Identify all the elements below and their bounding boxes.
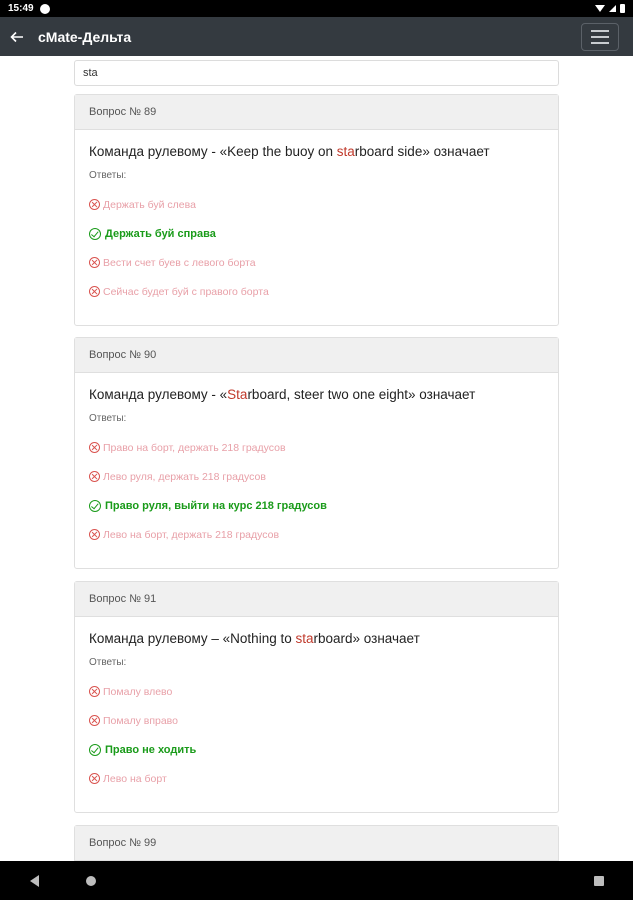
system-nav-bar <box>0 861 633 900</box>
answer-correct: Право руля, выйти на курс 218 градусов <box>89 491 544 520</box>
answer-wrong: Помалу вправо <box>89 706 544 735</box>
x-circle-icon <box>89 686 100 697</box>
answer-wrong: Лево на борт, держать 218 градусов <box>89 520 544 549</box>
answers-label: Ответы: <box>89 657 127 668</box>
status-icons <box>595 4 625 13</box>
wifi-icon <box>595 5 605 12</box>
status-time: 15:49 <box>8 3 34 14</box>
app-bar <box>0 17 633 56</box>
answer-correct: Держать буй справа <box>89 219 544 248</box>
hamburger-icon <box>591 30 609 32</box>
question-number: Вопрос № 91 <box>75 582 558 617</box>
answer-wrong: Помалу влево <box>89 677 544 706</box>
back-button[interactable] <box>0 17 34 56</box>
answers-label: Ответы: <box>89 170 127 181</box>
menu-button[interactable] <box>581 23 619 51</box>
answer-wrong: Держать буй слева <box>89 190 544 219</box>
nav-home-icon[interactable] <box>86 876 96 886</box>
x-circle-icon <box>89 199 100 210</box>
content <box>0 56 633 861</box>
answer-wrong: Лево на борт <box>89 764 544 793</box>
x-circle-icon <box>89 442 100 453</box>
check-circle-icon <box>89 228 101 240</box>
x-circle-icon <box>89 773 100 784</box>
x-circle-icon <box>89 257 100 268</box>
question-card <box>74 581 559 813</box>
arrow-left-icon <box>10 30 24 44</box>
search-highlight: sta <box>336 144 355 159</box>
signal-icon <box>609 5 616 12</box>
battery-icon <box>620 4 625 13</box>
check-circle-icon <box>89 744 101 756</box>
answer-wrong: Сейчас будет буй с правого борта <box>89 277 544 306</box>
nav-back-icon[interactable] <box>30 875 39 887</box>
question-text: Команда рулевому - «Starboard, steer two one eight» означает <box>89 387 476 402</box>
question-card <box>74 337 559 569</box>
search-input[interactable]: sta <box>74 60 559 86</box>
x-circle-icon <box>89 529 100 540</box>
answer-wrong: Право на борт, держать 218 градусов <box>89 433 544 462</box>
question-number: Вопрос № 89 <box>75 95 558 130</box>
x-circle-icon <box>89 286 100 297</box>
status-bar <box>0 0 633 17</box>
question-text: Команда рулевому – «Nothing to starboard» означает <box>89 631 420 646</box>
check-circle-icon <box>89 500 101 512</box>
question-card <box>74 94 559 326</box>
question-card <box>74 825 559 861</box>
question-number: Вопрос № 99 <box>75 826 558 861</box>
answer-wrong: Вести счет буев с левого борта <box>89 248 544 277</box>
google-icon <box>40 4 50 14</box>
search-highlight: sta <box>295 631 314 646</box>
answers-label: Ответы: <box>89 413 127 424</box>
question-number: Вопрос № 90 <box>75 338 558 373</box>
nav-recents-icon[interactable] <box>594 876 604 886</box>
answer-wrong: Лево руля, держать 218 градусов <box>89 462 544 491</box>
app-title: cMate-Дельта <box>38 28 132 45</box>
x-circle-icon <box>89 471 100 482</box>
question-text: Команда рулевому - «Keep the buoy on starboard side» означает <box>89 144 490 159</box>
x-circle-icon <box>89 715 100 726</box>
search-highlight: Sta <box>227 387 248 402</box>
answer-correct: Право не ходить <box>89 735 544 764</box>
